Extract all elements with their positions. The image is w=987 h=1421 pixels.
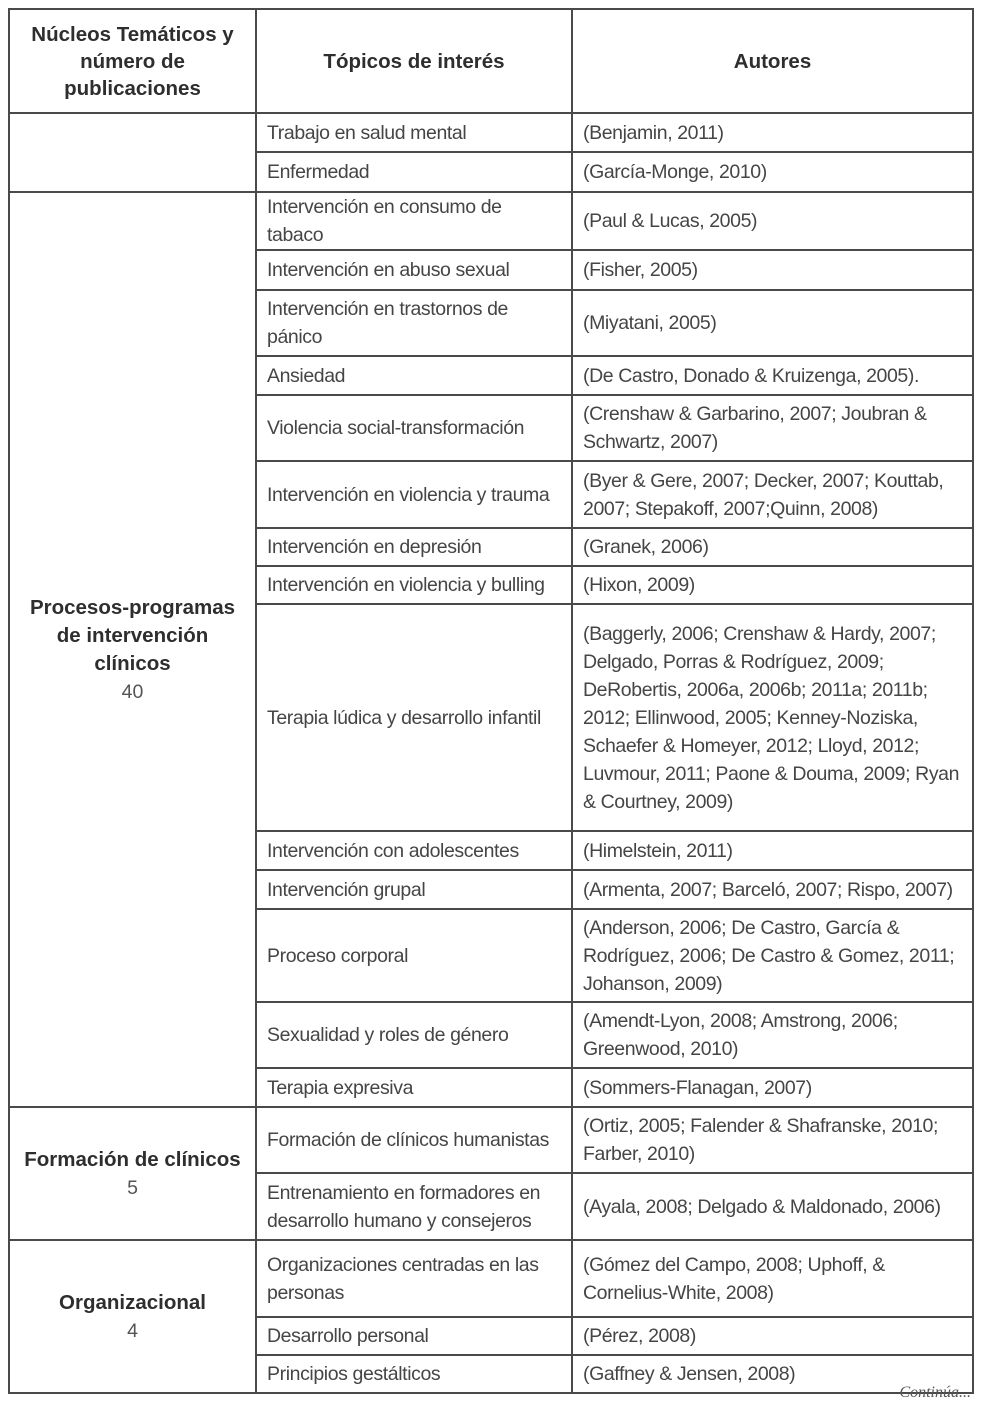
nucleus-cell bbox=[9, 113, 256, 192]
topic-cell: Proceso corporal bbox=[256, 909, 572, 1002]
topic-cell: Intervención grupal bbox=[256, 870, 572, 909]
nucleus-name: Organizacional bbox=[59, 1290, 206, 1314]
thematic-nuclei-table bbox=[8, 8, 974, 1394]
table-row bbox=[9, 192, 973, 250]
topic-cell: Terapia lúdica y desarrollo infantil bbox=[256, 604, 572, 831]
nucleus-cell bbox=[9, 1107, 256, 1240]
authors-cell: (Byer & Gere, 2007; Decker, 2007; Kouttab, 2007; Stepakoff, 2007;Quinn, 2008) bbox=[572, 461, 973, 528]
continues-note: Continúa... bbox=[899, 1384, 971, 1401]
header-row bbox=[9, 9, 973, 113]
topic-cell: Intervención en violencia y trauma bbox=[256, 461, 572, 528]
authors-cell: (Granek, 2006) bbox=[572, 528, 973, 566]
authors-cell: (Miyatani, 2005) bbox=[572, 290, 973, 356]
authors-cell: (Ayala, 2008; Delgado & Maldonado, 2006) bbox=[572, 1173, 973, 1240]
publication-count: 40 bbox=[121, 680, 144, 703]
topic-cell: Sexualidad y roles de género bbox=[256, 1002, 572, 1068]
topic-cell: Entrenamiento en formadores en desarrollo humano y consejeros bbox=[256, 1173, 572, 1240]
topic-cell: Terapia expresiva bbox=[256, 1068, 572, 1107]
header-authors: Autores bbox=[572, 9, 973, 113]
authors-cell: (Crenshaw & Garbarino, 2007; Joubran & Schwartz, 2007) bbox=[572, 395, 973, 461]
authors-cell: (Fisher, 2005) bbox=[572, 250, 973, 290]
nucleus-cell bbox=[9, 1240, 256, 1393]
authors-cell: (Paul & Lucas, 2005) bbox=[572, 192, 973, 250]
topic-cell: Intervención con adolescentes bbox=[256, 831, 572, 870]
nucleus-name: Formación de clínicos bbox=[24, 1147, 241, 1171]
topic-cell: Organizaciones centradas en las personas bbox=[256, 1240, 572, 1317]
authors-cell: (García-Monge, 2010) bbox=[572, 152, 973, 192]
header-nucleus: Núcleos Temáticos y número de publicaciones bbox=[9, 9, 256, 113]
topic-cell: Intervención en consumo de tabaco bbox=[256, 192, 572, 250]
authors-cell: (Hixon, 2009) bbox=[572, 566, 973, 604]
authors-cell: (De Castro, Donado & Kruizenga, 2005). bbox=[572, 356, 973, 395]
topic-cell: Principios gestálticos bbox=[256, 1355, 572, 1393]
topic-cell: Ansiedad bbox=[256, 356, 572, 395]
authors-cell: (Amendt-Lyon, 2008; Amstrong, 2006; Greenwood, 2010) bbox=[572, 1002, 973, 1068]
authors-cell: (Sommers-Flanagan, 2007) bbox=[572, 1068, 973, 1107]
authors-cell: (Gaffney & Jensen, 2008) bbox=[572, 1355, 973, 1393]
header-topics: Tópicos de interés bbox=[256, 9, 572, 113]
topic-cell: Formación de clínicos humanistas bbox=[256, 1107, 572, 1173]
table-row bbox=[9, 113, 973, 152]
topic-cell: Enfermedad bbox=[256, 152, 572, 192]
table-row bbox=[9, 1107, 973, 1173]
authors-cell: (Ortiz, 2005; Falender & Shafranske, 2010; Farber, 2010) bbox=[572, 1107, 973, 1173]
authors-cell: (Pérez, 2008) bbox=[572, 1317, 973, 1355]
topic-cell: Violencia social-transformación bbox=[256, 395, 572, 461]
table-row bbox=[9, 1240, 973, 1317]
publication-count: 5 bbox=[127, 1176, 138, 1199]
authors-cell: (Baggerly, 2006; Crenshaw & Hardy, 2007; Delgado, Porras & Rodríguez, 2009; DeRobertis, 2006a, 2006b; 2011a; 2011b; 2012; Ellinwood, 2005; Kenney-Noziska, Schaefer & Homeyer, 2012; Lloyd, 2012; Luvmour, 2011; Paone & Douma, 2009; Ryan & Courtney, 2009) bbox=[572, 604, 973, 831]
authors-cell: (Himelstein, 2011) bbox=[572, 831, 973, 870]
nucleus-name: Procesos-programas de intervención clínicos bbox=[29, 595, 236, 675]
topic-cell: Intervención en depresión bbox=[256, 528, 572, 566]
topic-cell: Intervención en violencia y bulling bbox=[256, 566, 572, 604]
authors-cell: (Benjamin, 2011) bbox=[572, 113, 973, 152]
topic-cell: Desarrollo personal bbox=[256, 1317, 572, 1355]
topic-cell: Trabajo en salud mental bbox=[256, 113, 572, 152]
authors-cell: (Anderson, 2006; De Castro, García & Rodríguez, 2006; De Castro & Gomez, 2011; Johanson, 2009) bbox=[572, 909, 973, 1002]
authors-cell: (Armenta, 2007; Barceló, 2007; Rispo, 2007) bbox=[572, 870, 973, 909]
topic-cell: Intervención en abuso sexual bbox=[256, 250, 572, 290]
nucleus-cell bbox=[9, 192, 256, 1107]
topic-cell: Intervención en trastornos de pánico bbox=[256, 290, 572, 356]
authors-cell: (Gómez del Campo, 2008; Uphoff, & Cornelius-White, 2008) bbox=[572, 1240, 973, 1317]
publication-count: 4 bbox=[127, 1319, 138, 1342]
